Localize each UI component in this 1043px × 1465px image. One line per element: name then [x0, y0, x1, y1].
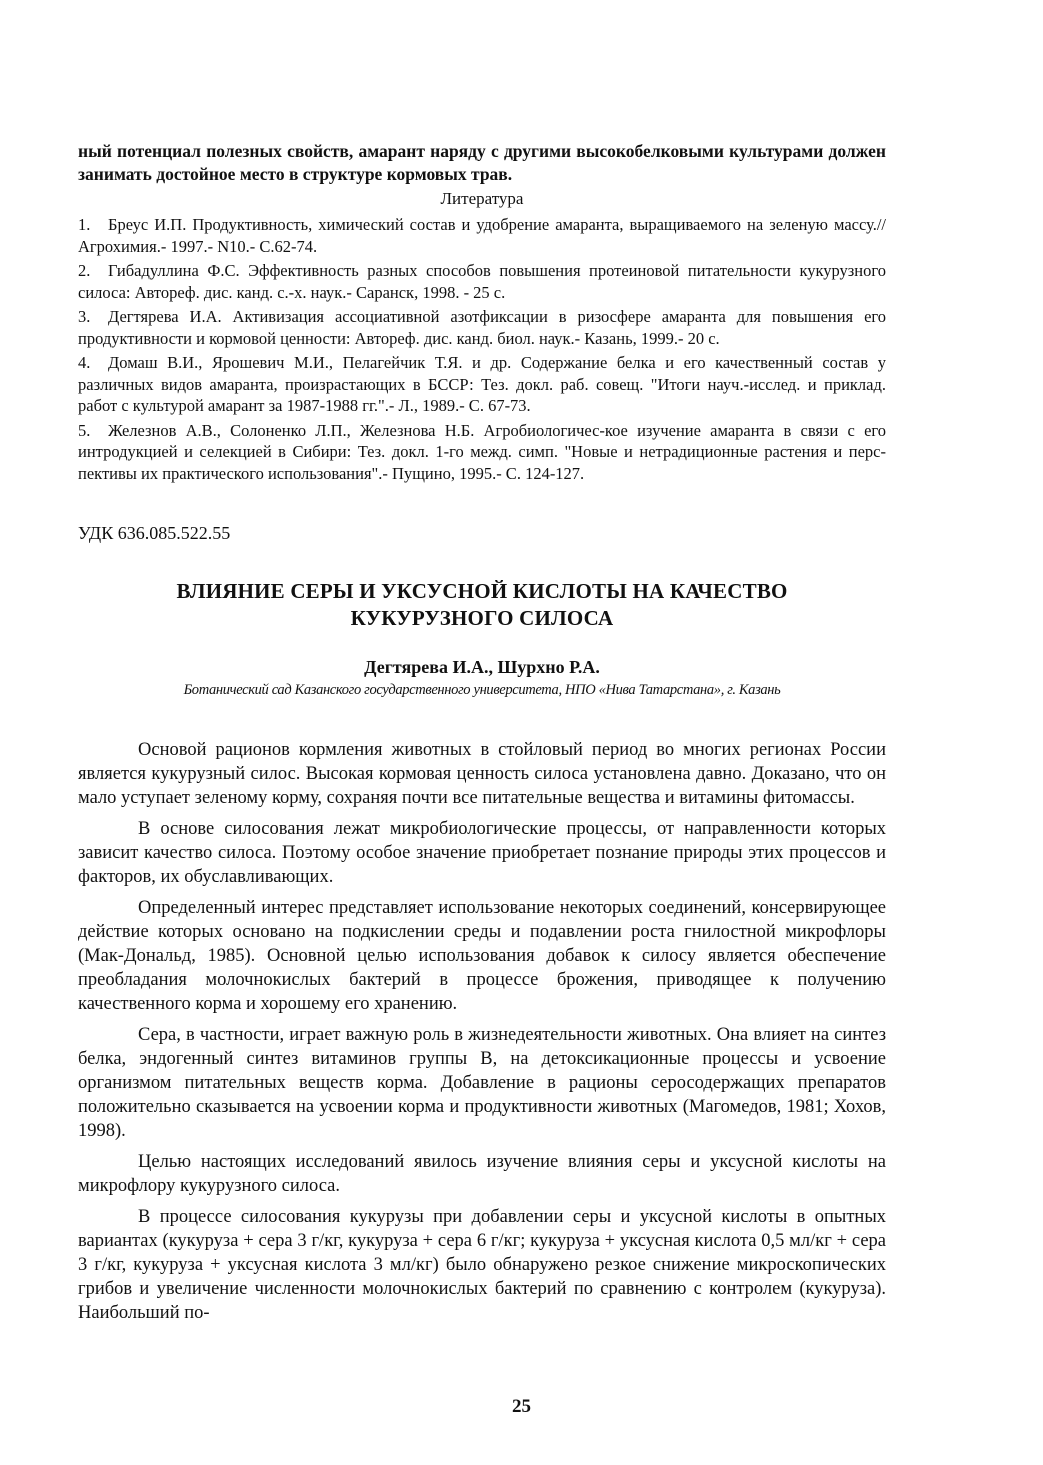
body-paragraph: Определенный интерес представляет использование некоторых соединений, консервирующее действие которых основано на подкислении среды и подавлении роста гнилостной микрофлоры (Мак-Дональд, 1985). Основной целью использования добавок к силосу является обеспечение преобладания молочнокислых бактерий в процессе брожения, приводящее к получению качественного корма и хорошему его хранению.: [78, 898, 886, 1014]
affiliation: Ботанический сад Казанского государственного университета, НПО «Нива Татарстана», г. Казань: [183, 682, 781, 698]
udk-code: УДК 636.085.522.55: [78, 523, 231, 543]
body-paragraph: В основе силосования лежат микробиологические процессы, от направленности которых зависит качество силоса. Поэтому особое значение приобретает познание природы этих процессов и факторов, их обуславливающих.: [78, 819, 886, 887]
reference-text: Дегтярева И.А. Активизация ассоциативной азотфиксации в ризосфере амаранта для повышения его продуктивности и кормовой ценности: Автореф. дис. канд. биол. наук.- Казань, 1999.- 20 с.: [78, 307, 886, 348]
reference-number: 1.: [78, 215, 91, 234]
authors: Дегтярева И.А., Шурхно Р.А.: [364, 657, 600, 677]
reference-text: Гибадуллина Ф.С. Эффективность разных способов повышения протеиновой питательности кукурузного силоса: Автореф. дис. канд. с.-х. наук.- Саранск, 1998. - 25 с.: [78, 261, 886, 302]
intro-paragraph: ный потенциал полезных свойств, амарант наряду с другими высокобелковыми культурами должен занимать достойное место в структуре кормовых трав.: [78, 141, 886, 184]
reference-text: Бреус И.П. Продуктивность, химический состав и удобрение амаранта, выращиваемого на зеленую массу.//Агрохимия.- 1997.- N10.- С.62-74.: [78, 215, 886, 256]
page-number: 25: [512, 1396, 531, 1417]
reference-item: [78, 260, 886, 303]
reference-item: [78, 306, 886, 349]
body-paragraph: Основой рационов кормления животных в стойловый период во многих регионах России является кукурузный силос. Высокая кормовая ценность силоса установлена давно. Доказано, что он мало уступает зеленому корму, сохраняя почти все питательные вещества и витамины фитомассы.: [78, 740, 886, 808]
reference-number: 4.: [78, 353, 91, 372]
reference-text: Домаш В.И., Ярошевич М.И., Пелагейчик Т.Я. и др. Содержание белка и его качественный состав у различных видов амаранта, произрастающих в БССР: Тез. докл. раб. совещ. "Итоги науч.-исслед. и приклад. работ с культурой амарант за 1987-1988 гг.".- Л., 1989.- С. 67-73.: [78, 353, 886, 415]
reference-list: [78, 214, 886, 484]
reference-number: 2.: [78, 261, 91, 280]
reference-item: [78, 420, 886, 485]
body-paragraph: В процессе силосования кукурузы при добавлении серы и уксусной кислоты в опытных вариантах (кукуруза + сера 3 г/кг, кукуруза + сера 6 г/кг; кукуруза + уксусная кислота 0,5 мл/кг + сера 3 г/кг, кукуруза + уксусная кислота 3 мл/кг) было обнаружено резкое снижение микроскопических грибов и увеличение численности молочнокислых бактерий по сравнению с контролем (кукуруза). Наибольший по-: [78, 1207, 886, 1323]
reference-number: 5.: [78, 420, 91, 440]
article-title-line-1: ВЛИЯНИЕ СЕРЫ И УКСУСНОЙ КИСЛОТЫ НА КАЧЕСТВО: [176, 579, 788, 603]
page-content: [78, 140, 886, 1332]
body-paragraph: Сера, в частности, играет важную роль в жизнедеятельности животных. Она влияет на синтез белка, эндогенный синтез витаминов группы В, на детоксикационные процессы и усвоение организмом питательных веществ корма. Добавление в рационы серосодержащих препаратов положительно сказывается на усвоении корма и продуктивности животных (Магомедов, 1981; Хохов, 1998).: [78, 1025, 886, 1141]
literature-heading: Литература: [440, 189, 524, 208]
article-body: [78, 738, 886, 1325]
article-title-line-2: КУКУРУЗНОГО СИЛОСА: [350, 606, 614, 630]
reference-item: [78, 352, 886, 417]
body-paragraph: Целью настоящих исследований явилось изучение влияния серы и уксусной кислоты на микрофлору кукурузного силоса.: [78, 1152, 886, 1196]
reference-text: Железнов А.В., Солоненко Л.П., Железнова Н.Б. Агробиологичес-кое изучение амаранта в связи с его интродукцией и селекцией в Сибири: Тез. докл. 1-го межд. симп. "Новые и нетрадиционные растения и перс-пективы их практического использования".- Пущино, 1995.- С. 124-127.: [78, 420, 886, 483]
reference-item: [78, 214, 886, 257]
article-title: [78, 578, 886, 632]
reference-number: 3.: [78, 307, 91, 326]
